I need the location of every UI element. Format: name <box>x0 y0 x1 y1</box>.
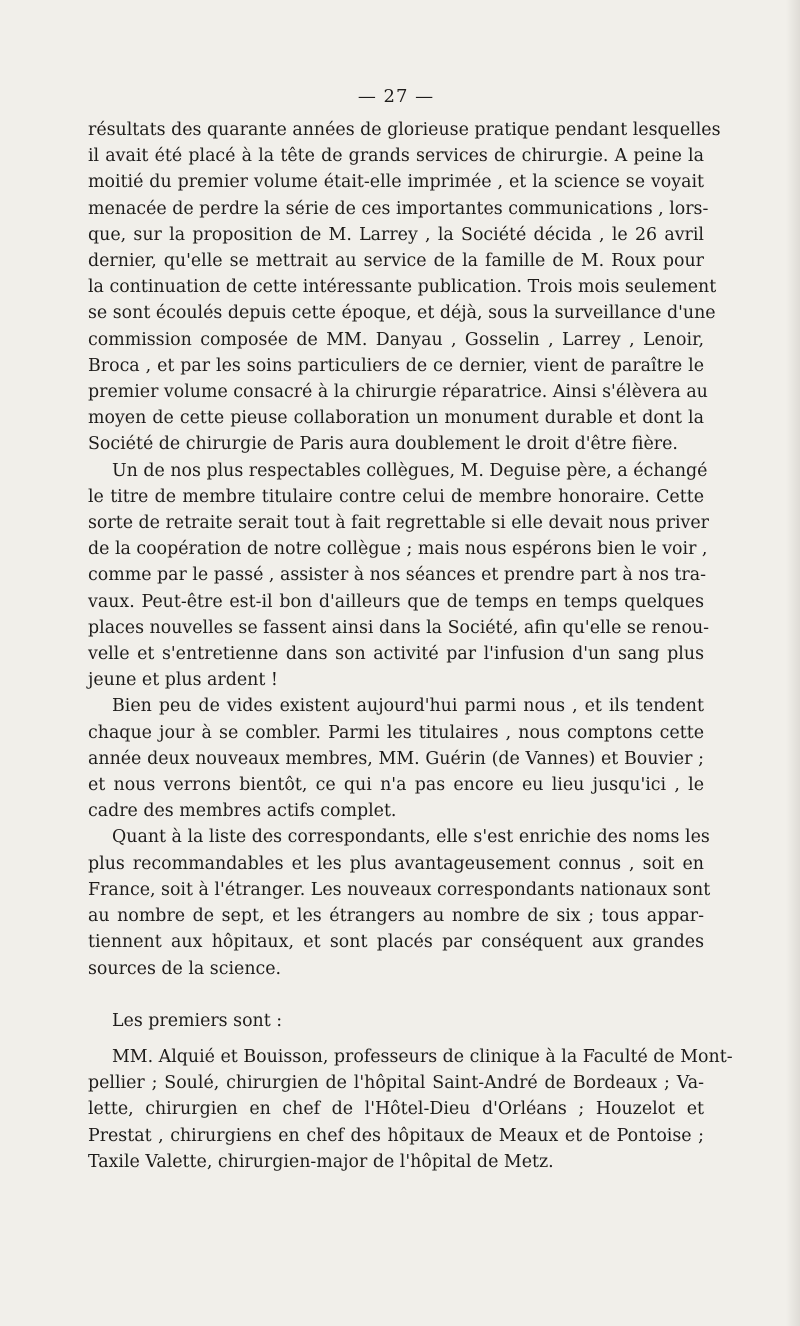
text-line: vaux. Peut-être est-il bon d'ailleurs que de temps en temps quelques <box>88 591 704 612</box>
paragraph-correspondents <box>88 824 711 981</box>
text-line: moyen de cette pieuse collaboration un monument durable et dont la <box>88 408 704 429</box>
text-line: pellier ; Soulé, chirurgien de l'hôpital Saint-André de Bordeaux ; Va- <box>88 1073 704 1094</box>
text-line: Broca , et par les soins particuliers de ce dernier, vient de paraître le <box>88 355 704 376</box>
paragraph-premiers-heading <box>88 1008 704 1034</box>
text-line: premier volume consacré à la chirurgie réparatrice. Ainsi s'élèvera au <box>88 382 708 403</box>
text-line: France, soit à l'étranger. Les nouveaux correspondants nationaux sont <box>88 879 711 900</box>
paragraph-new-members <box>88 693 704 824</box>
text-line: cadre des membres actifs complet. <box>88 801 397 822</box>
text-line: sorte de retraite serait tout à fait regrettable si elle devait nous priver <box>88 513 709 534</box>
text-line: Prestat , chirurgiens en chef des hôpitaux de Meaux et de Pontoise ; <box>88 1125 704 1146</box>
text-line: lette, chirurgien en chef de l'Hôtel-Dieu d'Orléans ; Houzelot et <box>88 1099 704 1120</box>
text-line: dernier, qu'elle se mettrait au service de la famille de M. Roux pour <box>88 251 704 272</box>
text-line: Bien peu de vides existent aujourd'hui parmi nous , et ils tendent <box>112 696 704 717</box>
text-line: plus recommandables et les plus avantageusement connus , soit en <box>88 853 704 874</box>
paragraph-national-correspondents <box>88 1044 733 1175</box>
text-line: il avait été placé à la tête de grands services de chirurgie. A peine la <box>88 146 704 167</box>
text-line: tiennent aux hôpitaux, et sont placés par conséquent aux grandes <box>88 932 704 953</box>
paragraph-deguise <box>88 458 710 694</box>
text-line: sources de la science. <box>88 958 282 979</box>
text-line: velle et s'entretienne dans son activité par l'infusion d'un sang plus <box>88 644 704 665</box>
text-line: Un de nos plus respectables collègues, M. Deguise père, a échangé <box>112 460 708 481</box>
text-line: Quant à la liste des correspondants, elle s'est enrichie des noms les <box>112 827 710 848</box>
text-line: de la coopération de notre collègue ; mais nous espérons bien le voir , <box>88 539 708 560</box>
text-line: jeune et plus ardent ! <box>88 670 278 691</box>
text-line: moitié du premier volume était-elle imprimée , et la science se voyait <box>88 172 704 193</box>
text-line: Société de chirurgie de Paris aura doublement le droit d'être fière. <box>88 434 678 455</box>
text-line: menacée de perdre la série de ces importantes communications , lors- <box>88 198 709 219</box>
text-line: et nous verrons bientôt, ce qui n'a pas encore eu lieu jusqu'ici , le <box>88 775 704 796</box>
text-line: Taxile Valette, chirurgien-major de l'hôpital de Metz. <box>88 1151 554 1172</box>
text-line: MM. Alquié et Bouisson, professeurs de clinique à la Faculté de Mont- <box>112 1046 733 1067</box>
paragraph-spacer <box>88 982 704 1008</box>
paragraph-roux-publication <box>88 117 721 458</box>
text-line: Les premiers sont : <box>112 1010 283 1031</box>
scan-edge-shadow <box>786 0 800 1326</box>
text-line: chaque jour à se combler. Parmi les titulaires , nous comptons cette <box>88 722 704 743</box>
text-line: commission composée de MM. Danyau , Gosselin , Larrey , Lenoir, <box>88 329 704 350</box>
page-number: — 27 — <box>357 86 435 107</box>
text-line: se sont écoulés depuis cette époque, et déjà, sous la surveillance d'une <box>88 303 716 324</box>
text-line: places nouvelles se fassent ainsi dans la Société, afin qu'elle se renou- <box>88 617 710 638</box>
text-line: que, sur la proposition de M. Larrey , la Société décida , le 26 avril <box>88 224 704 245</box>
text-line: au nombre de sept, et les étrangers au nombre de six ; tous appar- <box>88 906 704 927</box>
text-line: année deux nouveaux membres, MM. Guérin (de Vannes) et Bouvier ; <box>88 748 704 769</box>
text-line: le titre de membre titulaire contre celui de membre honoraire. Cette <box>88 486 704 507</box>
text-line: comme par le passé , assister à nos séances et prendre part à nos tra- <box>88 565 706 586</box>
text-line: résultats des quarante années de glorieuse pratique pendant lesquelles <box>88 120 721 140</box>
document-page <box>88 86 733 1175</box>
text-line: la continuation de cette intéressante publication. Trois mois seulement <box>88 277 717 298</box>
